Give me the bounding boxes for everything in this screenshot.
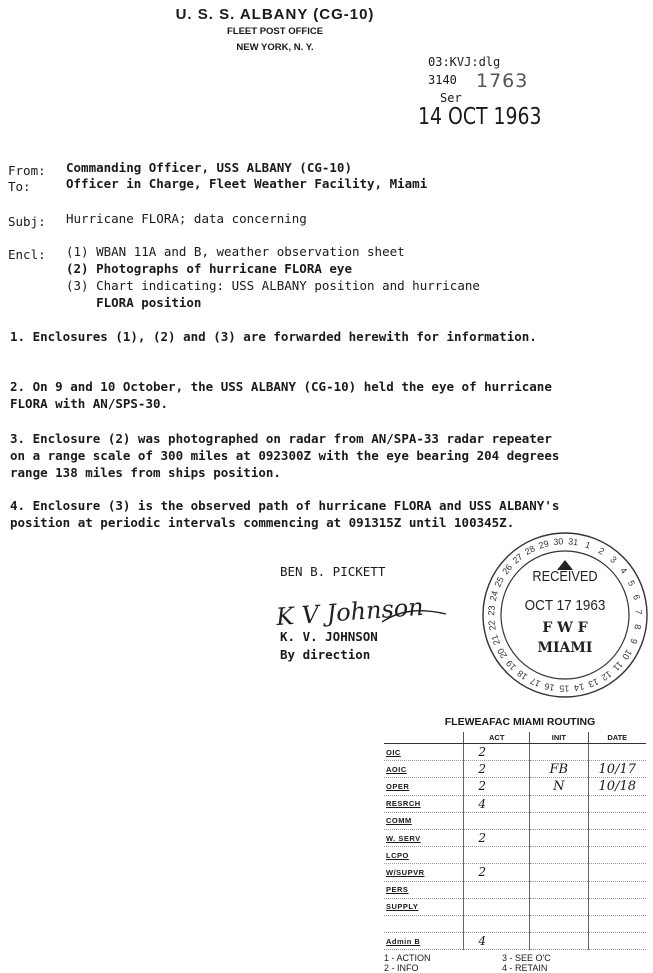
- routing-row-init: [530, 829, 588, 846]
- routing-row-label: COMM: [384, 812, 464, 829]
- stamp-date: OCT 17 1963: [524, 597, 606, 614]
- stamp-ring-number: 27: [510, 551, 525, 566]
- routing-row-init: [530, 933, 588, 950]
- routing-row-act: [464, 915, 530, 932]
- stamp-ring-number: 5: [625, 578, 638, 588]
- enclosure-item: (1) WBAN 11A and B, weather observation sheet: [66, 244, 405, 259]
- routing-row-init: [530, 915, 588, 932]
- routing-row-label: OIC: [384, 744, 464, 761]
- routing-header-row: [384, 732, 646, 744]
- routing-row-label: RESRCH: [384, 795, 464, 812]
- stamp-ring-number: 9: [628, 637, 640, 646]
- paragraph-3: 3. Enclosure (2) was photographed on radar from AN/SPA-33 radar repeater on a range scale of 300 miles at 092300Z with the eye bearing 204 degrees range 138 miles from ships position.: [10, 431, 560, 480]
- routing-row-act: 2: [464, 761, 530, 778]
- routing-row-date: [588, 829, 646, 846]
- routing-row: [384, 864, 646, 881]
- stamp-ring-number: 25: [492, 575, 506, 589]
- routing-title: FLEWEAFAC MIAMI ROUTING: [444, 716, 596, 728]
- routing-row-label: LCPO: [384, 847, 464, 864]
- from-label: From:: [8, 163, 46, 178]
- stamp-ring-number: 12: [599, 668, 614, 683]
- stamp-ring-number: 17: [528, 675, 542, 689]
- stamp-ring-number: 11: [611, 659, 625, 674]
- routing-row-date: [588, 864, 646, 881]
- routing-row-date: [588, 744, 646, 761]
- stamp-ring-number: 16: [543, 681, 556, 693]
- routing-row-act: [464, 812, 530, 829]
- routing-row-label: Admin B: [384, 933, 464, 950]
- routing-row-init: [530, 864, 588, 881]
- stamp-ring-number: 26: [500, 562, 515, 577]
- routing-row-label: [384, 915, 464, 932]
- routing-row: [384, 761, 646, 778]
- stamp-ring-number: 3: [608, 554, 619, 566]
- routing-header-init: INIT: [530, 732, 588, 744]
- stamp-ring-number: 30: [552, 536, 564, 548]
- paragraph-4: 4. Enclosure (3) is the observed path of hurricane FLORA and USS ALBANY's position at periodic intervals commencing at 091315Z until 100345Z.: [10, 498, 560, 530]
- routing-row: [384, 795, 646, 812]
- routing-row-init: [530, 881, 588, 898]
- routing-row-init: [530, 812, 588, 829]
- routing-row-label: AOIC: [384, 761, 464, 778]
- routing-row-label: W/SUPVR: [384, 864, 464, 881]
- routing-row-init: [530, 744, 588, 761]
- stamp-city: MIAMI: [537, 640, 593, 656]
- stamp-ring-number: 8: [632, 623, 643, 631]
- routing-row-label: OPER: [384, 778, 464, 795]
- stamp-ring-number: 28: [523, 543, 537, 558]
- stamp-ring-number: 14: [573, 681, 585, 694]
- routing-row: [384, 881, 646, 898]
- stamp-ring-number: 7: [633, 609, 644, 615]
- stamp-ring-number: 13: [586, 676, 600, 690]
- routing-row: [384, 744, 646, 761]
- signatory-typed-name: K. V. JOHNSON: [280, 629, 378, 644]
- legend-item: 3 - SEE O'C: [502, 953, 551, 964]
- routing-row-label: SUPPLY: [384, 898, 464, 915]
- routing-row-act: 2: [464, 864, 530, 881]
- stamp-ring-number: 10: [620, 647, 635, 662]
- routing-row: [384, 898, 646, 915]
- routing-header-act: ACT: [464, 732, 530, 744]
- reference-serial-number: 1763: [476, 70, 529, 92]
- routing-row-date: 10/18: [588, 778, 646, 795]
- routing-row: [384, 778, 646, 795]
- routing-row: [384, 812, 646, 829]
- encl-label: Encl:: [8, 247, 46, 262]
- stamp-ring-number: 15: [559, 683, 570, 694]
- stamp-ring-number: 29: [537, 538, 550, 551]
- subj-label: Subj:: [8, 214, 46, 229]
- routing-legend: [384, 953, 646, 973]
- routing-row-date: [588, 898, 646, 915]
- routing-header-blank: [384, 732, 464, 744]
- routing-row-init: FB: [530, 761, 588, 778]
- handwritten-signature: K V Johnson: [275, 592, 425, 632]
- routing-row-act: 2: [464, 744, 530, 761]
- stamp-ring-number: 23: [486, 605, 497, 616]
- routing-table: [384, 732, 646, 950]
- routing-row-date: [588, 795, 646, 812]
- routing-row-label: PERS: [384, 881, 464, 898]
- legend-item: 1 - ACTION: [384, 953, 431, 964]
- stamp-ring-number: 21: [489, 633, 503, 647]
- routing-row-date: [588, 881, 646, 898]
- routing-row-init: [530, 898, 588, 915]
- routing-row-init: [530, 795, 588, 812]
- enclosure-item: (2) Photographs of hurricane FLORA eye: [66, 261, 352, 276]
- routing-row-date: [588, 812, 646, 829]
- routing-row-act: 4: [464, 933, 530, 950]
- from-value: Commanding Officer, USS ALBANY (CG-10): [66, 160, 352, 175]
- stamp-received: RECEIVED: [532, 568, 598, 585]
- letterhead-office: FLEET POST OFFICE: [226, 26, 324, 37]
- routing-row-act: [464, 898, 530, 915]
- routing-row-act: 4: [464, 795, 530, 812]
- received-stamp: [480, 530, 650, 700]
- stamp-ring-number: 2: [596, 545, 607, 557]
- enclosure-item: FLORA position: [66, 295, 202, 310]
- to-label: To:: [8, 179, 31, 194]
- reference-file: 3140: [428, 73, 457, 87]
- routing-row-act: [464, 847, 530, 864]
- routing-row: [384, 829, 646, 846]
- routing-row-date: [588, 933, 646, 950]
- legend-item: 2 - INFO: [384, 963, 419, 973]
- routing-row-init: N: [530, 778, 588, 795]
- reference-serial-label: Ser: [440, 91, 462, 105]
- routing-row-init: [530, 847, 588, 864]
- stamp-ring-number: 1: [583, 539, 592, 551]
- stamp-org: F W F: [542, 620, 588, 636]
- routing-row-act: 2: [464, 829, 530, 846]
- routing-row-act: 2: [464, 778, 530, 795]
- stamp-ring-number: 24: [487, 589, 501, 602]
- stamp-ring: [480, 530, 650, 700]
- subj-value: Hurricane FLORA; data concerning: [66, 211, 307, 226]
- routing-row-act: [464, 881, 530, 898]
- legend-item: 4 - RETAIN: [502, 963, 548, 973]
- routing-row-date: [588, 915, 646, 932]
- routing-row-date: 10/17: [588, 761, 646, 778]
- routing-slip: [384, 716, 646, 973]
- routing-row-label: W. SERV: [384, 829, 464, 846]
- stamp-ring-number: 31: [567, 536, 579, 548]
- paragraph-1: 1. Enclosures (1), (2) and (3) are forwarded herewith for information.: [10, 329, 537, 344]
- paragraph-2: 2. On 9 and 10 October, the USS ALBANY (CG-10) held the eye of hurricane FLORA with AN/SPS-30.: [10, 379, 552, 411]
- to-value: Officer in Charge, Fleet Weather Facility, Miami: [66, 176, 428, 191]
- routing-row: [384, 847, 646, 864]
- enclosure-item: (3) Chart indicating: USS ALBANY position and hurricane: [66, 278, 480, 293]
- stamp-ring-number: 18: [515, 668, 530, 682]
- stamp-ring-number: 20: [495, 646, 510, 661]
- reference-code: 03:KVJ:dlg: [428, 55, 501, 69]
- by-direction: By direction: [280, 647, 371, 662]
- stamp-ring-number: 4: [618, 565, 630, 576]
- letterhead-city: NEW YORK, N. Y.: [236, 42, 314, 53]
- routing-row: [384, 933, 646, 950]
- stamp-ring-number: 19: [504, 658, 519, 673]
- routing-header-date: DATE: [588, 732, 646, 744]
- routing-row-date: [588, 847, 646, 864]
- letterhead-ship: U. S. S. ALBANY (CG-10): [175, 6, 375, 23]
- stamp-ring-number: 22: [486, 619, 498, 632]
- routing-row: [384, 915, 646, 932]
- stamp-ring-number: 6: [631, 593, 642, 601]
- signer-name: BEN B. PICKETT: [280, 564, 386, 579]
- reference-date: 14 OCT 1963: [418, 104, 542, 130]
- signature-flourish: [380, 600, 450, 630]
